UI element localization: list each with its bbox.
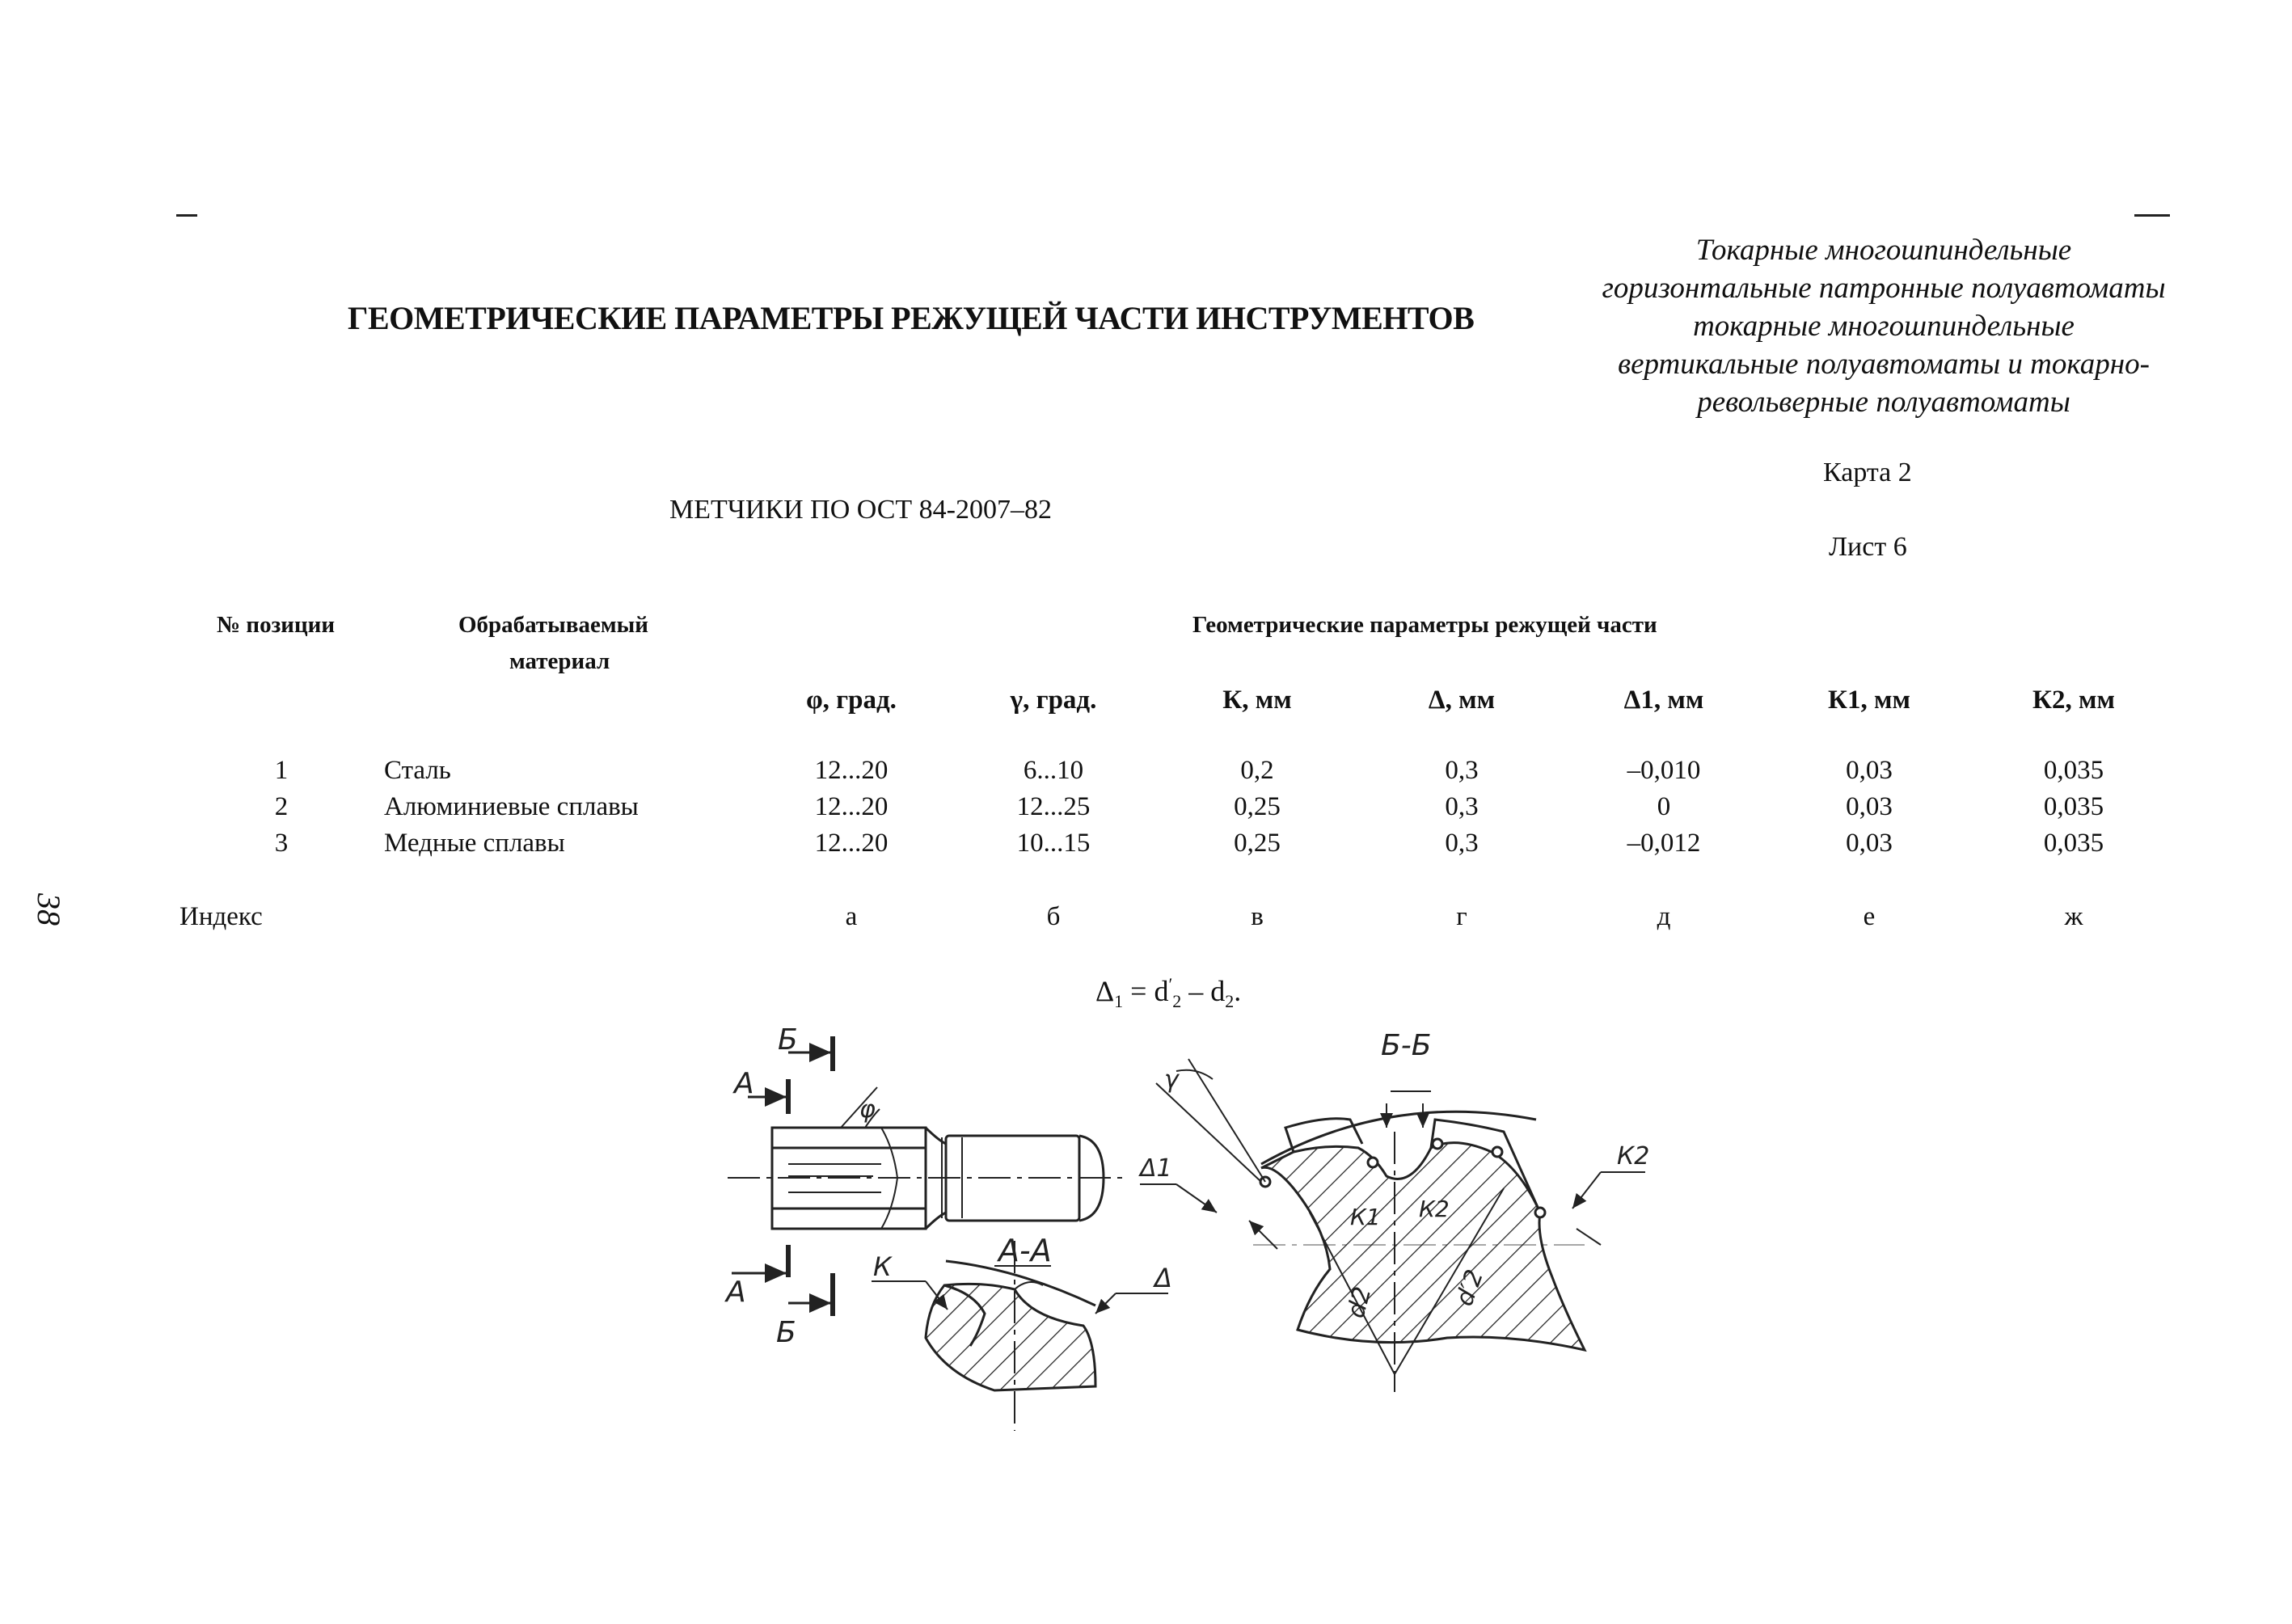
- param-header-delta1: Δ1, мм: [1623, 685, 1704, 715]
- formula-part: – d: [1181, 975, 1226, 1007]
- row-value-k: 0,2: [1240, 756, 1274, 785]
- row-position: 3: [274, 829, 289, 858]
- section-aa: [872, 1241, 1168, 1431]
- formula-part: .: [1234, 975, 1242, 1007]
- drawing-label: К1: [1350, 1204, 1381, 1230]
- row-value-k2: 0,035: [2043, 829, 2104, 858]
- drawing-label: К2: [1419, 1196, 1450, 1222]
- drawing-label: φ: [859, 1095, 876, 1124]
- index-label: Индекс: [179, 902, 263, 931]
- drawing-label: К2: [1617, 1142, 1650, 1171]
- row-position: 1: [274, 756, 289, 785]
- param-header-gamma: γ, град.: [1010, 685, 1097, 715]
- page-number: 38: [31, 893, 67, 926]
- index-value: ж: [2064, 902, 2083, 931]
- machine-line: горизонтальные патронные полуавтоматы: [1602, 272, 2166, 305]
- row-value-k1: 0,03: [1846, 756, 1893, 785]
- index-value: а: [845, 902, 858, 931]
- row-value-k1: 0,03: [1846, 792, 1893, 821]
- column-header-material: Обрабатываемый: [458, 612, 648, 638]
- column-header-position: № позиции: [217, 612, 336, 638]
- param-header-k: К, мм: [1222, 685, 1292, 715]
- param-header-k2: К2, мм: [2032, 685, 2115, 715]
- formula-part: 2: [1172, 991, 1182, 1012]
- row-value-phi: 12...20: [814, 829, 889, 858]
- row-value-phi: 12...20: [814, 756, 889, 785]
- column-header-material-2: материал: [509, 648, 610, 674]
- param-header-delta: Δ, мм: [1428, 685, 1496, 715]
- drawing-label: γ: [1164, 1065, 1179, 1094]
- row-value-k: 0,25: [1234, 792, 1281, 821]
- index-value: г: [1456, 902, 1467, 931]
- index-value: д: [1657, 902, 1671, 931]
- drawing-label: d′2: [1450, 1266, 1490, 1310]
- row-value-k: 0,25: [1234, 829, 1281, 858]
- row-value-delta: 0,3: [1445, 756, 1479, 785]
- row-material: Алюминиевые сплавы: [384, 792, 639, 821]
- karta-number: Карта 2: [1823, 458, 1912, 487]
- index-value: в: [1251, 902, 1264, 931]
- formula-part: 1: [1114, 991, 1124, 1012]
- drawing-label: Б-Б: [1381, 1029, 1432, 1062]
- row-value-delta1: –0,012: [1627, 829, 1701, 858]
- row-value-gamma: 12...25: [1016, 792, 1091, 821]
- drawing-label: А: [734, 1067, 754, 1100]
- column-group-header: Геометрические параметры режущей части: [1192, 612, 1657, 638]
- row-position: 2: [274, 792, 289, 821]
- row-value-phi: 12...20: [814, 792, 889, 821]
- row-value-gamma: 6...10: [1023, 756, 1084, 785]
- row-value-k2: 0,035: [2043, 756, 2104, 785]
- machine-line: револьверные полуавтоматы: [1697, 386, 2070, 419]
- machine-line: токарные многошпиндельные: [1693, 310, 2075, 343]
- drawing-label: А: [726, 1276, 746, 1309]
- formula-part: Δ: [1095, 975, 1115, 1007]
- tap-side-view: [728, 1036, 1128, 1316]
- section-bb: [1140, 1059, 1645, 1392]
- drawing-label: Δ: [1154, 1263, 1172, 1293]
- row-material: Медные сплавы: [384, 829, 565, 858]
- index-value: е: [1863, 902, 1876, 931]
- machine-line: вертикальные полуавтоматы и токарно-: [1618, 348, 2150, 381]
- drawing-label: d2: [1341, 1284, 1378, 1322]
- formula-part: ′: [1168, 974, 1173, 994]
- row-value-delta: 0,3: [1445, 829, 1479, 858]
- param-header-k1: К1, мм: [1828, 685, 1910, 715]
- row-value-k1: 0,03: [1846, 829, 1893, 858]
- param-header-phi: φ, град.: [806, 685, 897, 715]
- drawing-label: А-А: [998, 1233, 1052, 1268]
- row-value-delta1: 0: [1657, 792, 1671, 821]
- sheet-number: Лист 6: [1829, 532, 1907, 562]
- row-value-delta1: –0,010: [1627, 756, 1701, 785]
- row-value-k2: 0,035: [2043, 792, 2104, 821]
- document-title: ГЕОМЕТРИЧЕСКИЕ ПАРАМЕТРЫ РЕЖУЩЕЙ ЧАСТИ ИНСТРУМЕНТОВ: [348, 300, 1475, 336]
- formula-part: 2: [1225, 991, 1235, 1012]
- drawing-label: Б: [778, 1023, 798, 1057]
- machine-line: Токарные многошпиндельные: [1695, 234, 2072, 267]
- section-subtitle: МЕТЧИКИ ПО ОСТ 84-2007–82: [669, 495, 1052, 525]
- formula-part: = d: [1123, 975, 1169, 1007]
- drawing-label: К: [873, 1251, 892, 1282]
- row-material: Сталь: [384, 756, 451, 785]
- drawing-label: Δ1: [1140, 1154, 1172, 1183]
- index-value: б: [1046, 902, 1061, 931]
- row-value-gamma: 10...15: [1016, 829, 1091, 858]
- row-value-delta: 0,3: [1445, 792, 1479, 821]
- drawing-label: Б: [776, 1316, 796, 1349]
